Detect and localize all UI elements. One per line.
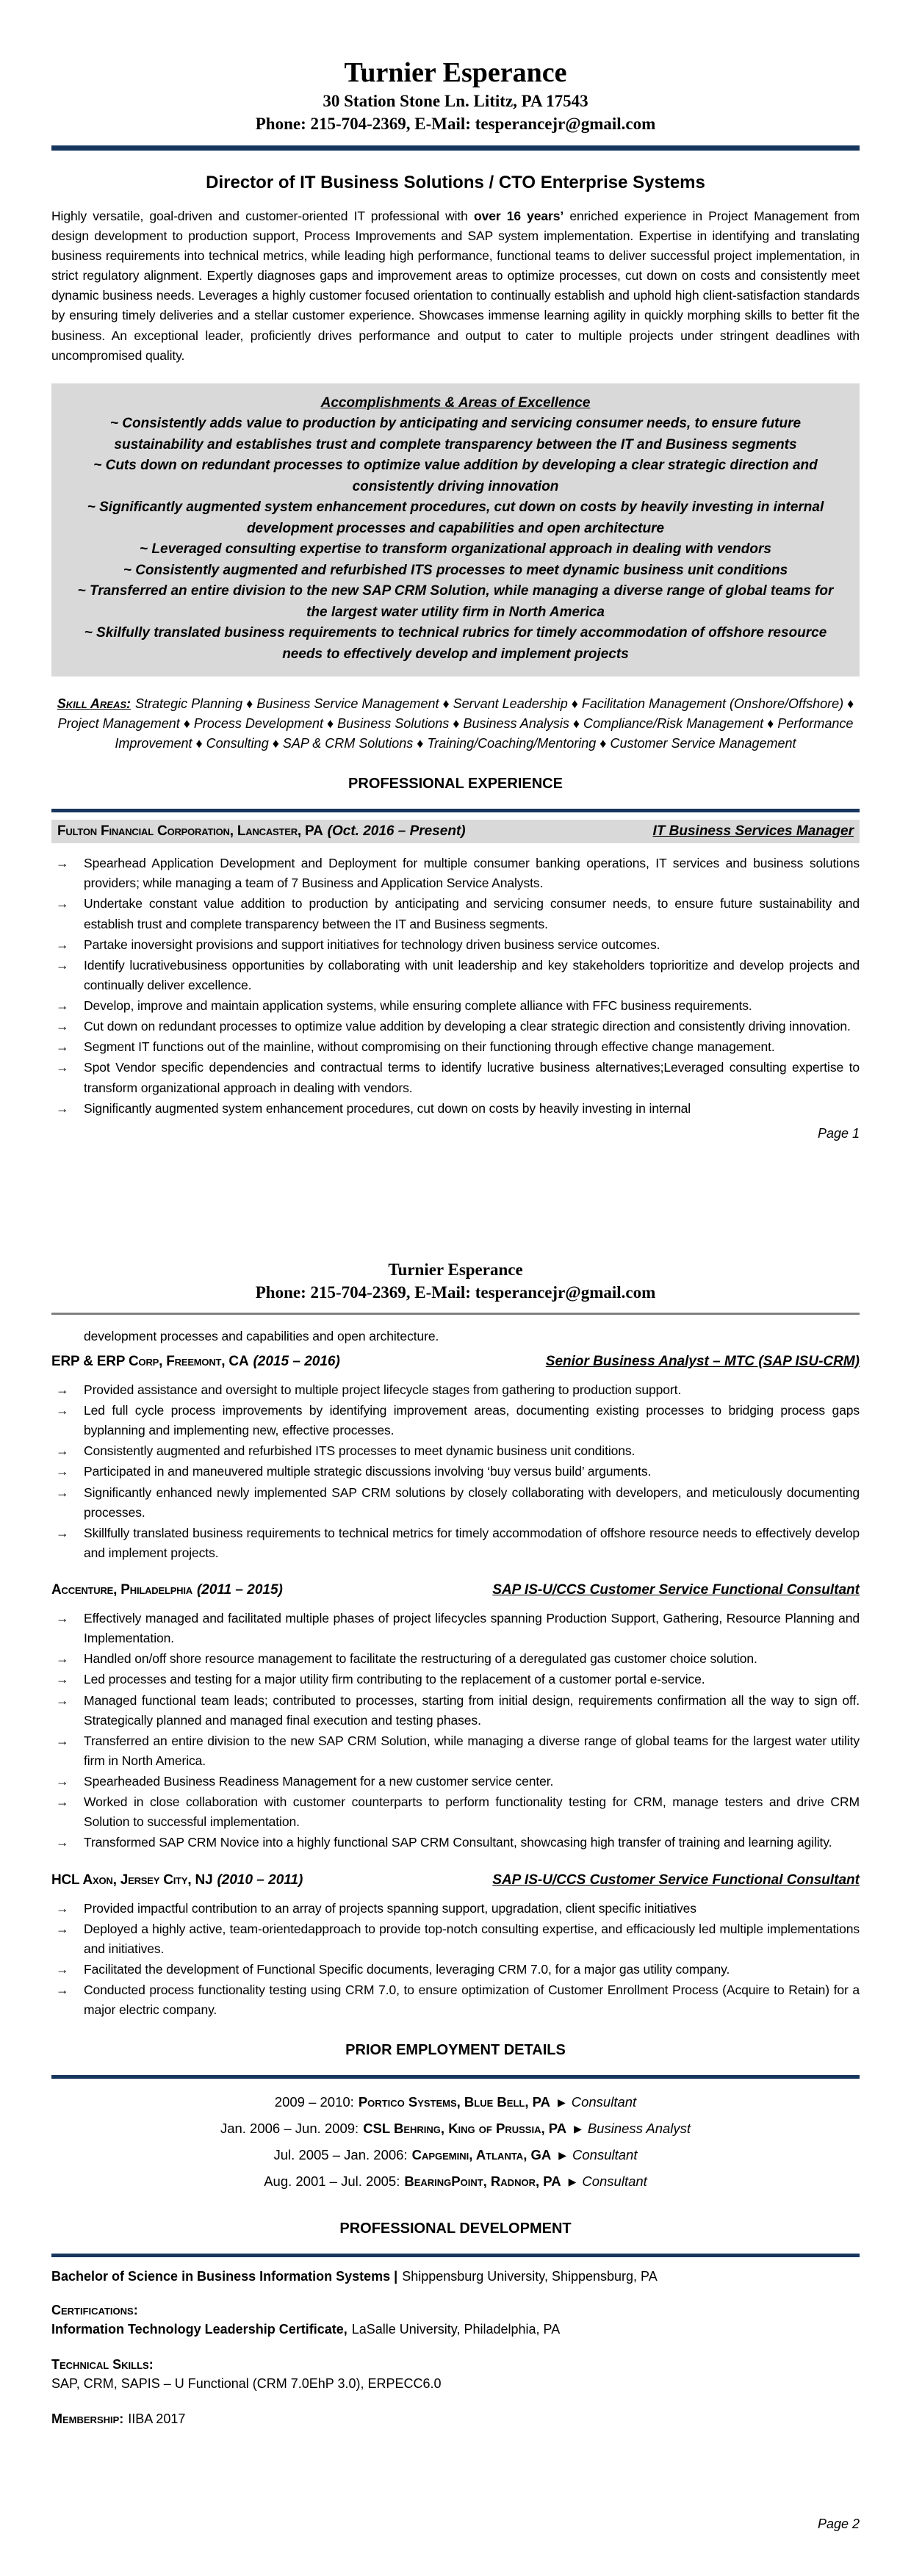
job-bullets xyxy=(51,1609,860,1853)
bullet-item xyxy=(51,1058,860,1097)
certifications-label: Certifications: xyxy=(51,2302,138,2317)
accomplishment-item: ~ Leveraged consulting expertise to transform organizational approach in dealing with vendors xyxy=(140,541,771,558)
accomplishment-item: ~ Significantly augmented system enhancement procedures, cut down on costs by heavily investing in internal development processes and capabilities and open architecture xyxy=(87,499,824,536)
arrow-bullet-icon: → xyxy=(56,1019,69,1034)
document-title: Director of IT Business Solutions / CTO Enterprise Systems xyxy=(206,172,705,192)
bullet-item xyxy=(51,1919,860,1959)
bullet-text: Transformed SAP CRM Novice into a highly functional SAP CRM Consultant, showcasing high transfer of training and learning agility. xyxy=(84,1835,832,1850)
bullet-text: Skillfully translated business requirements to technical metrics for timely accommodation of offshore resource needs to effectively develop and implement projects. xyxy=(84,1525,860,1560)
job-bullets xyxy=(51,1899,860,2021)
prior-employment-entry xyxy=(51,2089,860,2115)
bullet-item xyxy=(51,1483,860,1523)
page2-candidate-name: Turnier Esperance xyxy=(388,1260,523,1279)
job-section-fulton-financial xyxy=(51,820,860,1119)
triangle-icon: ▶ xyxy=(568,2176,577,2188)
arrow-bullet-icon: → xyxy=(56,1443,69,1459)
entry-company: BearingPoint, Radnor, PA xyxy=(404,2173,561,2190)
summary-text-post: enriched experience in Project Management from design development to production support, Process Improvements and SAP system implementation. Expertise in identifying and translating business requirements into technical metrics, while leading high performance, functional teams to deliver successful project implementation, in strict regulatory alignment. Expertly diagnoses gaps and improvement areas to optimize processes, cut down on costs and consistently meet dynamic business needs. Leverages a highly customer focused orientation to continually establish and uphold high client-satisfaction standards by ensuring timely deliveries and a stellar customer experience. Showcases immense learning agility in quickly morphing skills to better fit the business. An exceptional leader, proficiently drives performance and output to cater to multiple projects under stringent deadlines with uncompromised quality. xyxy=(51,208,860,363)
bullet-item xyxy=(51,1980,860,2020)
entry-dates: Jul. 2005 – Jan. 2006: xyxy=(273,2147,408,2163)
arrow-bullet-icon: → xyxy=(56,896,69,912)
entry-company: Capgemini, Atlanta, GA xyxy=(411,2147,552,2163)
skill-areas-text: Strategic Planning ♦ Business Service Management ♦ Servant Leadership ♦ Facilitation Management (Onshore/Offshore) ♦ Project Management ♦ Process Development ♦ Business Solutions ♦ Business Analysis ♦ Compliance/Risk Management ♦ Performance Improvement ♦ Consulting ♦ SAP & CRM Solutions ♦ Training/Coaching/Mentoring ♦ Customer Service Management xyxy=(57,696,854,751)
bullet-text: Deployed a highly active, team-orientedapproach to provide top-notch consulting expertise, and efficaciously led multiple implementations and initiatives. xyxy=(84,1921,860,1956)
job-header xyxy=(51,820,860,843)
job-section-accenture xyxy=(51,1582,860,1853)
job-company-dates xyxy=(51,1582,283,1598)
skill-areas xyxy=(51,694,860,754)
arrow-bullet-icon: → xyxy=(56,1403,69,1418)
page-1-footer: Page 1 xyxy=(817,1125,860,1141)
bullet-item xyxy=(51,935,860,955)
arrow-bullet-icon: → xyxy=(56,1060,69,1075)
skill-areas-label: Skill Areas: xyxy=(57,696,132,712)
certification-line xyxy=(51,2320,860,2339)
bullet-text: Cut down on redundant processes to optimize value addition by developing a clear strategic direction and consistently driving innovation. xyxy=(84,1019,851,1034)
certificate-name: Information Technology Leadership Certificate, xyxy=(51,2321,348,2337)
accomplishment-item: ~ Transferred an entire division to the new SAP CRM Solution, while managing a diverse range of global teams for the largest water utility firm in North America xyxy=(77,583,834,620)
bullet-item xyxy=(51,1960,860,1980)
bullet-text: Identify lucrativebusiness opportunities by collaborating with unit leadership and key stakeholders toprioritize and develop projects and continually deliver excellence. xyxy=(84,957,860,992)
experience-divider xyxy=(51,809,860,812)
section-heading-experience: PROFESSIONAL EXPERIENCE xyxy=(348,776,563,793)
arrow-bullet-icon: → xyxy=(56,856,69,871)
section-heading-prior-employment: PRIOR EMPLOYMENT DETAILS xyxy=(345,2042,566,2059)
job-dates: (Oct. 2016 – Present) xyxy=(327,823,466,840)
bullet-item xyxy=(51,1441,860,1461)
accomplishments-box xyxy=(51,383,860,677)
bullet-text: Provided impactful contribution to an array of projects spanning support, upgradation, client specific initiatives xyxy=(84,1900,696,1916)
bullet-item xyxy=(51,1899,860,1919)
bullet-item xyxy=(51,1017,860,1036)
bullet-item xyxy=(51,1401,860,1440)
triangle-icon: ▶ xyxy=(574,2123,582,2135)
bullet-item xyxy=(51,1731,860,1771)
bullet-text: Spearheaded Business Readiness Management for a new customer service center. xyxy=(84,1774,554,1789)
bullet-text: Facilitated the development of Functional Specific documents, leveraging CRM 7.0, for a major gas utility company. xyxy=(84,1961,730,1977)
job-bullets xyxy=(51,854,860,1119)
arrow-bullet-icon: → xyxy=(56,1774,69,1789)
accomplishment-item: ~ Consistently adds value to production by anticipating and servicing consumer needs, to ensure future sustainability and establishes trust and complete transparency between the IT and Business segments xyxy=(109,416,802,452)
arrow-bullet-icon: → xyxy=(56,1464,69,1479)
bullet-item xyxy=(51,1670,860,1689)
page-2-footer: Page 2 xyxy=(817,2517,860,2531)
accomplishment-item: ~ Consistently augmented and refurbished ITS processes to meet dynamic business unit conditions xyxy=(123,562,788,578)
page2-header-divider xyxy=(51,1313,860,1315)
bullet-text: Managed functional team leads; contributed to processes, starting from initial design, requirements confirmation all the way to sign off. Strategically planned and managed final execution and testing phases. xyxy=(84,1692,860,1728)
job-dates: (2015 – 2016) xyxy=(253,1353,340,1369)
job-company-dates xyxy=(51,1872,303,1888)
arrow-bullet-icon: → xyxy=(56,1651,69,1667)
bullet-item xyxy=(51,1649,860,1669)
bullet-text: Develop, improve and maintain application systems, while ensuring complete alliance with FFC business requirements. xyxy=(84,998,752,1014)
arrow-bullet-icon: → xyxy=(56,1921,69,1936)
bullet-item xyxy=(51,894,860,934)
header-divider xyxy=(51,145,860,151)
page-2 xyxy=(51,1259,860,2532)
entry-dates: 2009 – 2010: xyxy=(274,2094,354,2110)
job-dates: (2010 – 2011) xyxy=(217,1872,303,1888)
bullet-text: Led full cycle process improvements by identifying improvement areas, documenting existing processes to bridging process gaps byplanning and implementing new, effective processes. xyxy=(84,1403,860,1438)
technical-skills-block xyxy=(51,2355,860,2393)
membership-label: Membership: xyxy=(51,2411,124,2426)
arrow-bullet-icon: → xyxy=(56,998,69,1014)
bullet-item xyxy=(51,1609,860,1648)
bullet-text: Significantly enhanced newly implemented SAP CRM solutions by closely collaborating with developers, and meticulously documenting processes. xyxy=(84,1484,860,1520)
entry-title: Business Analyst xyxy=(587,2121,691,2137)
bullet-item xyxy=(51,1037,860,1057)
technical-skills-label: Technical Skills: xyxy=(51,2356,154,2372)
bullet-item xyxy=(51,1380,860,1400)
bullet-item xyxy=(51,1691,860,1731)
bullet-text: Significantly augmented system enhancement procedures, cut down on costs by heavily investing in internal xyxy=(84,1100,691,1116)
prior-employment-entry xyxy=(51,2142,860,2168)
accomplishments-heading: Accomplishments & Areas of Excellence xyxy=(320,394,591,411)
job-title: IT Business Services Manager xyxy=(652,823,854,840)
bullet-text: Conducted process functionality testing using CRM 7.0, to ensure optimization of Customer Enrollment Process (Acquire to Retain) for a major electric company. xyxy=(84,1982,860,2018)
bullet-text: Led processes and testing for a major utility firm contributing to the replacement of a customer portal e-service. xyxy=(84,1672,705,1687)
technical-skills-value: SAP, CRM, SAPIS – U Functional (CRM 7.0EhP 3.0), ERPECC6.0 xyxy=(51,2375,442,2391)
bullet-item xyxy=(51,1523,860,1563)
entry-dates: Jan. 2006 – Jun. 2009: xyxy=(220,2121,359,2137)
bullet-text: Effectively managed and facilitated multiple phases of project lifecycles spanning Production Support, Gathering, Resource Planning and Implementation. xyxy=(84,1611,860,1646)
contact-line: Phone: 215-704-2369, E-Mail: tesperancejr@gmail.com xyxy=(255,114,656,133)
page2-contact-line: Phone: 215-704-2369, E-Mail: tesperancejr@gmail.com xyxy=(255,1282,656,1302)
bullet-text: Segment IT functions out of the mainline, without compromising on their functioning through effective change management. xyxy=(84,1039,775,1055)
bullet-text: Undertake constant value addition to production by anticipating and servicing consumer needs, to ensure future sustainability and establish trust and complete transparency between the IT and Business segments. xyxy=(84,896,860,931)
entry-company: CSL Behring, King of Prussia, PA xyxy=(363,2121,567,2137)
bullet-text: Worked in close collaboration with customer counterparts to perform functionality testing for CRM, manage testers and drive CRM Solution to successful implementation. xyxy=(84,1794,860,1830)
certifications-block xyxy=(51,2301,860,2339)
arrow-bullet-icon: → xyxy=(56,1982,69,1998)
prior-employment-list xyxy=(51,2089,860,2195)
bullet-item xyxy=(51,1099,860,1119)
prior-employment-entry xyxy=(51,2168,860,2195)
job-title: SAP IS-U/CCS Customer Service Functional Consultant xyxy=(492,1872,860,1888)
bullet-text: Partake inoversight provisions and support initiatives for technology driven business service outcomes. xyxy=(84,937,660,952)
job-company: Accenture, Philadelphia xyxy=(51,1582,192,1598)
arrow-bullet-icon: → xyxy=(56,1835,69,1850)
bullet-text: Transferred an entire division to the new SAP CRM Solution, while managing a diverse range of global teams for the largest water utility firm in North America. xyxy=(84,1733,860,1768)
section-heading-development: PROFESSIONAL DEVELOPMENT xyxy=(339,2220,572,2237)
accomplishment-item: ~ Cuts down on redundant processes to optimize value addition by developing a clear strategic direction and consistently driving innovation xyxy=(93,458,818,494)
page-break xyxy=(51,1141,860,1259)
development-divider xyxy=(51,2254,860,2257)
bullet-item xyxy=(51,1462,860,1482)
arrow-bullet-icon: → xyxy=(56,1672,69,1687)
arrow-bullet-icon: → xyxy=(56,957,69,973)
arrow-bullet-icon: → xyxy=(56,1692,69,1708)
triangle-icon: ▶ xyxy=(558,2149,567,2162)
arrow-bullet-icon: → xyxy=(56,1100,69,1116)
job-company-dates xyxy=(57,823,466,840)
job-section-hcl-axon xyxy=(51,1872,860,2021)
bullet-item xyxy=(51,1792,860,1832)
arrow-bullet-icon: → xyxy=(56,1039,69,1055)
arrow-bullet-icon: → xyxy=(56,1900,69,1916)
bullet-item xyxy=(51,956,860,995)
job-company: Fulton Financial Corporation, Lancaster, PA xyxy=(57,823,323,840)
arrow-bullet-icon: → xyxy=(56,1611,69,1626)
job-title: Senior Business Analyst – MTC (SAP ISU-CRM) xyxy=(545,1353,860,1369)
arrow-bullet-icon: → xyxy=(56,937,69,952)
arrow-bullet-icon: → xyxy=(56,1794,69,1810)
summary-text-bold: over 16 years’ xyxy=(473,208,564,223)
summary-text-pre: Highly versatile, goal-driven and customer-oriented IT professional with xyxy=(51,208,474,223)
bullet-text: Provided assistance and oversight to multiple project lifecycle stages from gathering to production support. xyxy=(84,1382,682,1397)
degree-school: Shippensburg University, Shippensburg, PA xyxy=(402,2268,658,2284)
arrow-bullet-icon: → xyxy=(56,1961,69,1977)
page-1 xyxy=(51,57,860,1141)
degree-line xyxy=(51,2269,860,2284)
summary-paragraph xyxy=(51,206,860,366)
bullet-item xyxy=(51,1833,860,1852)
job-company: ERP & ERP Corp, Freemont, CA xyxy=(51,1353,249,1369)
job-header xyxy=(51,1872,860,1888)
bullet-text: Consistently augmented and refurbished ITS processes to meet dynamic business unit conditions. xyxy=(84,1443,635,1459)
accomplishment-item: ~ Skilfully translated business requirements to technical rubrics for timely accommodation of offshore resource needs to effectively develop and implement projects xyxy=(84,625,827,662)
entry-title: Consultant xyxy=(582,2173,647,2190)
arrow-bullet-icon: → xyxy=(56,1382,69,1397)
entry-company: Portico Systems, Blue Bell, PA xyxy=(358,2094,550,2110)
candidate-name: Turnier Esperance xyxy=(344,57,567,88)
job-header xyxy=(51,1582,860,1598)
entry-title: Consultant xyxy=(571,2094,637,2110)
bullet-item xyxy=(51,854,860,893)
certificate-school: LaSalle University, Philadelphia, PA xyxy=(351,2321,561,2337)
job-title: SAP IS-U/CCS Customer Service Functional Consultant xyxy=(492,1582,860,1598)
bullet-text: Spearhead Application Development and Deployment for multiple consumer banking operations, IT services and business solutions providers; while managing a team of 7 Business and Application Service Analysts. xyxy=(84,856,860,891)
bullet-text: Participated in and maneuvered multiple strategic discussions involving ‘buy versus build’ arguments. xyxy=(84,1464,652,1479)
job-section-erp-corp xyxy=(51,1354,860,1563)
membership-block xyxy=(51,2409,860,2428)
bullet-item xyxy=(51,996,860,1016)
triangle-icon: ▶ xyxy=(557,2096,566,2109)
prior-employment-divider xyxy=(51,2075,860,2079)
entry-dates: Aug. 2001 – Jul. 2005: xyxy=(264,2173,400,2190)
membership-value: IIBA 2017 xyxy=(128,2411,186,2426)
arrow-bullet-icon: → xyxy=(56,1484,69,1500)
job-bullets xyxy=(51,1380,860,1563)
prior-employment-entry xyxy=(51,2115,860,2142)
arrow-bullet-icon: → xyxy=(56,1525,69,1540)
job-dates: (2011 – 2015) xyxy=(196,1582,283,1598)
bullet-text: Handled on/off shore resource management to facilitate the restructuring of a deregulated gas customer choice solution. xyxy=(84,1651,757,1667)
bullet-item xyxy=(51,1772,860,1792)
arrow-bullet-icon: → xyxy=(56,1733,69,1748)
address-line: 30 Station Stone Ln. Lititz, PA 17543 xyxy=(323,91,588,110)
job-company: HCL Axon, Jersey City, NJ xyxy=(51,1872,213,1888)
job-company-dates xyxy=(51,1354,340,1370)
job-header xyxy=(51,1354,860,1370)
bullet-continuation: development processes and capabilities and open architecture. xyxy=(84,1328,439,1343)
degree-name: Bachelor of Science in Business Information Systems | xyxy=(51,2268,398,2284)
bullet-text: Spot Vendor specific dependencies and contractual terms to identify lucrative business alternatives;Leveraged consulting expertise to transform organizational approach in dealing with vendors. xyxy=(84,1060,860,1095)
entry-title: Consultant xyxy=(572,2147,638,2163)
